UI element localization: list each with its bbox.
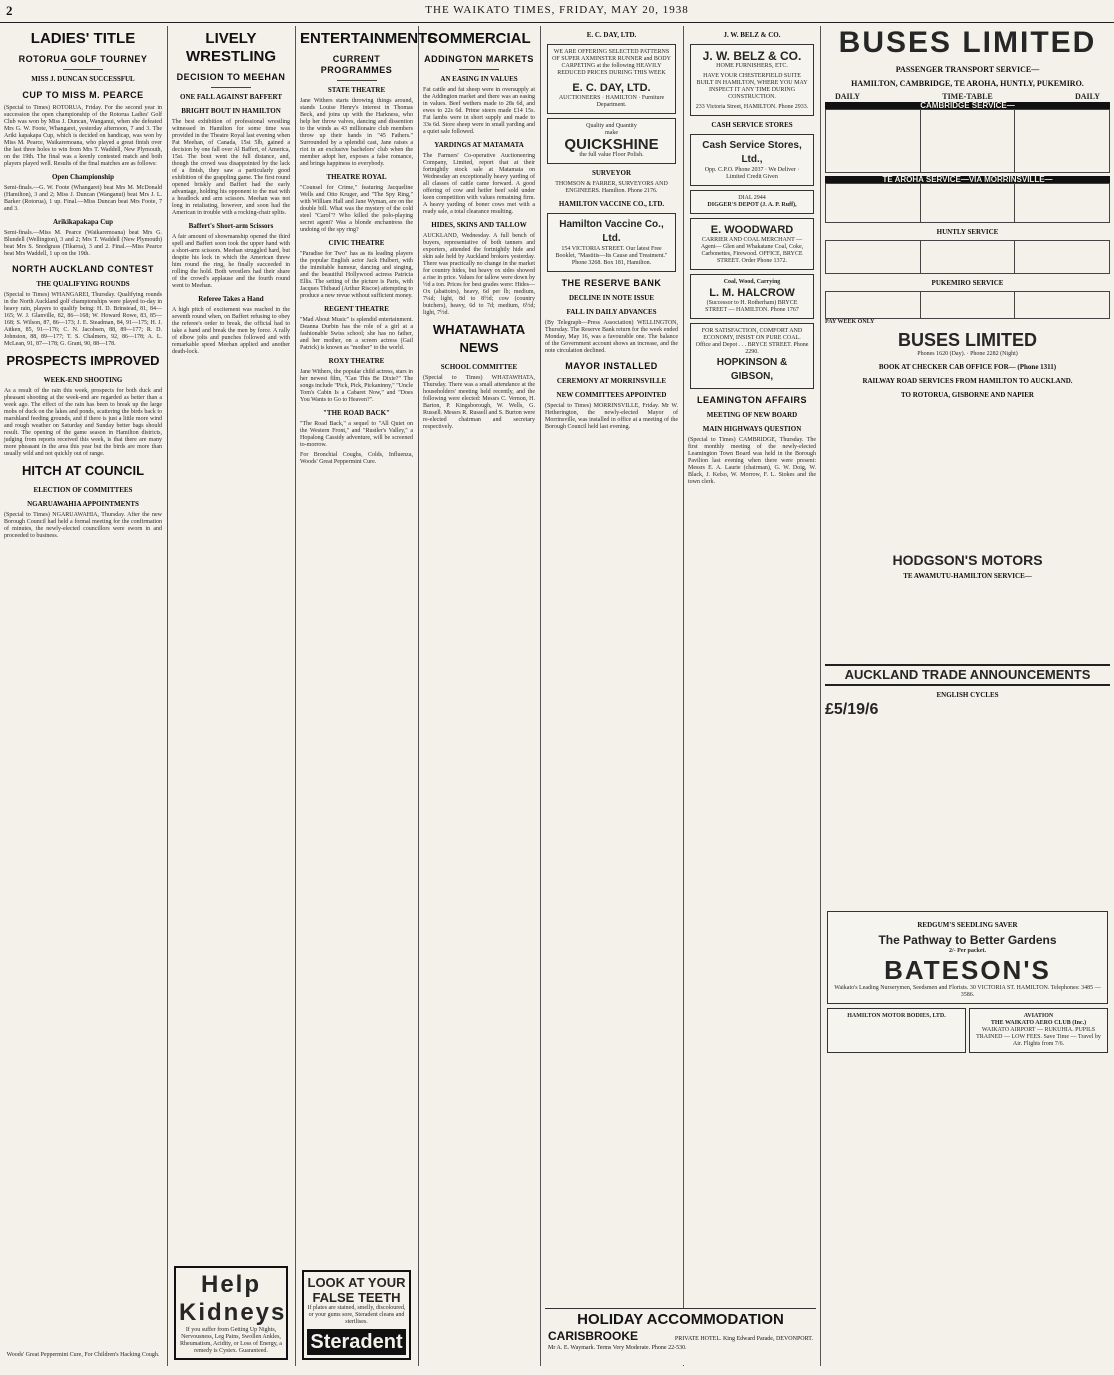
- column-commercial: COMMERCIAL ADDINGTON MARKETS AN EASING IN VALUES Fat cattle and fat sheep were in oversupply at the Addington market and there was an easing in values. Beef wethers made to 28s 6d, and ewes to 22s 6d. Prime steers made £14 15s. Fat lambs were in short supply and made to 33s 6d. Store sheep were in small yarding and a quiet sale followed. YARDINGS AT MATAMATA The Farmers' Co-operative Auctioneering Company, Limited, report that at their fortnightly stock sale at Matamata on Wednesday an exceptionally heavy yarding of all classes of cattle came forward. A good offering of cow and heifer beef sold under keen competition with values remaining firm. A heavy yarding of boner cows met with a ready sale, a total clearance resulting. HIDES, SKINS AND TALLOW AUCKLAND, Wednesday. A full bench of buyers, representative of both tanners and exporters, attended the fortnightly hide and skin sale held by Auckland brokers yesterday. There was practically no change in the market for country hides, but heavy ox sides showed a rise in price. Values for tallow were down by ½d a ton. Prices for best grades were: Hides—Ox (abattoirs), heavy, 6d per lb; medium, 7¼d; light, 8d to 8½d; cow (country butchers), heavy, 6d to 7d; medium, 6½d; light, 7½d. WHATAWHATA NEWS SCHOOL COMMITTEE (Special to Times) WHATAWHATA, Thursday. There was a small attendance at the householders' meeting held recently, and the following were elected: Messrs C. Vernon, H. Barton, P. Kingsborough, W. Wells, G. Russell. Messrs R. Russell and S. Burton were re-elected chairman and secretary respectively.: [423, 30, 535, 430]
- vaccine-ad: Hamilton Vaccine Co., Ltd. 154 VICTORIA STREET. Our latest Free Booklet, "Mastitis—Its Cause and Treatment." Phone 3268. Box 181, Hamilton.: [547, 213, 676, 272]
- steradent-ad: LOOK AT YOUR FALSE TEETH If plates are stained, smelly, discoloured, or your gums sore, Steradent cleans and sterilises. Steradent: [302, 1270, 411, 1360]
- column-entertainments: ENTERTAINMENTS CURRENT PROGRAMMES STATE THEATRE Jane Withers starts throwing things around, stands Louise Henry's interest in Thomas Beck, and joins up with the Harkness, who help her throw valves, dancing and dissention to the winds as 43 millionaire club members throw up their hands in "45 Fathers." Surrounded by a splendid cast, Jane raises a riot in an exclusive bachelors' club when the member adopt her, exposes a false romance, and brings happiness to everybody. THEATRE ROYAL "Counsel for Crime," featuring Jacqueline Wells and Otto Kruger, and "The Spy Ring," with William Hall and Jane Wyman, are on the double bill. What was the mystery of the cold steel "Carol"? Who killed the polo-playing secret agent? Was a blonde enchantress the undoing of the spy ring? CIVIC THEATRE "Paradise for Two" has as its leading players the popular English actor Jack Hulbert, with the inimitable humour, dancing and singing, and the beautiful Hollywood actress Patricia Ellis. The setting of the picture is Paris, with Jacques Thibaud (Arthur Riscoe) attempting to produce a new revue without sufficient money. REGENT THEATRE "Mad About Music" is splendid entertainment. Deanna Durbin has the role of a girl at a fashionable Swiss school; she has no father, and her mother, on a screen actress (Gail Patrick) is known as "mother" to the world. ROXY THEATRE Jane Withers, the popular child actress, stars in her newest film, "Can This Be Dixie?" The songs include "Pick, Pick, Pickaninny," "Uncle Tom's Cabin Is a Cabaret Now," and "Does You Wants to Go to Heaven?". "THE ROAD BACK" "The Road Back," a sequel to "All Quiet on the Western Front," and "Rustler's Valley," a Hopalong Cassidy adventure, will be screened to-morrow. For Bronchial Coughs, Colds, Influenza, Woods' Great Peppermint Cure. LOOK AT YOUR FALSE TEETH If plates are stained, smelly, discoloured, or your gums sore, Steradent cleans and sterilises. Steradent: [300, 26, 413, 1366]
- woodward-ad: E. WOODWARD CARRIER AND COAL MERCHANT —Agent— Glen and Whakatane Coal, Coke, Carbonettes, Firewood. OFFICE, BRYCE STREET. Order Phone 1372.: [690, 218, 814, 270]
- column-rule: [820, 26, 821, 1366]
- belz-ad: J. W. BELZ & CO. HOME FURNISHERS, ETC. HAVE YOUR CHESTERFIELD SUITE BUILT IN HAMILTON, WHERE YOU MAY INSPECT IT ANY TIME DURING CONSTRUCTION. 233 Victoria Street, HAMILTON. Phone 2933.: [690, 44, 814, 116]
- column-rule: [167, 26, 168, 1366]
- timetable-pukemiro: [825, 291, 1110, 319]
- auckland-classifieds: [825, 717, 1110, 907]
- subheadline: ADDINGTON MARKETS: [424, 54, 534, 64]
- timetable-huntly: [825, 240, 1110, 274]
- hopkinson-ad: FOR SATISFACTION, COMFORT AND ECONOMY, INSIST ON PURE COAL. Office and Depot . . . BRYCE STREET. Phone 2290. HOPKINSON & GIBSON,: [690, 323, 814, 389]
- halcrow-ad: Coal, Wood, Carrying L. M. HALCROW (Successor to H. Rotherham) BRYCE STREET — HAMILTON. Phone 1767: [690, 274, 814, 319]
- digger-depot-ad: DIAL 2944 DIGGER'S DEPOT (J. A. P. Ruff),: [690, 190, 814, 214]
- cash-stores-ad: Cash Service Stores, Ltd., Opp. C.P.O. Phone 2037 · We Deliver · Limited Credit Given: [690, 134, 814, 186]
- railway-road-services: [825, 403, 1110, 553]
- page-number: 2: [6, 3, 13, 18]
- peppermint-ad: Woods' Great Peppermint Cure, For Children's Hacking Cough.: [6, 1352, 160, 1358]
- redgum-ad: REDGUM'S SEEDLING SAVER The Pathway to Better Gardens 2/- Per packet. BATESON'S Waikato's Leading Nurserymen, Seedsmen and Florists. 30 VICTORIA ST. HAMILTON. Telephones: 3485 — 3586.: [827, 911, 1108, 1004]
- headline: ENTERTAINMENTS: [300, 30, 438, 47]
- newspaper-title: THE WAIKATO TIMES, FRIDAY, MAY 20, 1938: [425, 4, 689, 16]
- help-kidneys-ad: Help Kidneys If you suffer from Getting Up Nights, Nervousness, Leg Pains, Swollen Ankles, Rheumatism, Acidity, or Loss of Energy, a remedy is Cystex. Guaranteed.: [174, 1266, 288, 1360]
- column-rule: [295, 26, 296, 1366]
- motor-bodies-ad: HAMILTON MOTOR BODIES, LTD.: [827, 1008, 966, 1053]
- buses-title: BUSES LIMITED: [838, 26, 1097, 59]
- column-rule: [683, 26, 684, 1366]
- headline: LIVELY WRESTLING: [186, 30, 276, 65]
- column-buses: BUSES LIMITED PASSENGER TRANSPORT SERVICE— HAMILTON, CAMBRIDGE, TE AROHA, HUNTLY, PUKEMIRO. DAILY TIME-TABLE DAILY CAMBRIDGE SERVICE— TE AROHA SERVICE—VIA MORRINSVILLE— HUNTLY SERVICE PUKEMIRO SERVICE PAY WEEK ONLY BUSES LIMITED Phones 1620 (Day). · Phone 2282 (Night) BOOK AT CHECKER CAB OFFICE FOR— (Phone 1311) RAILWAY ROAD SERVICES FROM HAMILTON TO AUCKLAND. TO ROTORUA, GISBORNE AND NAPIER HODGSON'S MOTORS TE AWAMUTU-HAMILTON SERVICE— AUCKLAND TRADE ANNOUNCEMENTS ENGLISH CYCLES £5/19/6 REDGUM'S SEEDLING SAVER The Pathway to Better Gardens 2/- Per packet. BATESON'S Waikato's Leading Nurserymen, Seedsmen and Florists. 30 VICTORIA ST. HAMILTON. Telephones: 3485 — 3586. HAMILTON MOTOR BODIES, LTD. AVIATION THE WAIKATO AERO CLUB (Inc.) WAIKATO AIRPORT — RUKUHIA. PUPILS TRAINED — LOW FEES. Save Time — Travel by Air. Flights from 7/6.: [825, 26, 1110, 1366]
- column-rule: [540, 26, 541, 1366]
- article-section: MISS J. DUNCAN SUCCESSFUL CUP TO MISS M. PEARCE (Special to Times) ROTORUA, Friday. For the second year in succession the open championship of the Rotorua Ladies' Golf Club was won by Miss J. Duncan, Wanganui, when she defeated Mrs G. W. Foote, Whangarei, yesterday afternoon, 7 and 3. The Ariki kapakapa Cup, which is decided on handicap, was won by Miss M. Pearce, Waikaremoana, who played a great finish over the last three holes to win from Mrs T. Waddell, New Plymouth, on the 19th. The final was a keenly contested match and both players played well. Results of the final matches are as follows: Open Championship Semi-finals.—G. W. Foote (Whangarei) beat Mrs M. McDonald (Hamilton), 3 and 2; Miss J. Duncan (Wanganui) beat Mrs J. L. Barker (Rotorua), 1 up. Final.—Miss Duncan beat Mrs Foote, 7 and 3. Arikikapakapa Cup Semi-finals.—Miss M. Pearce (Waikaremoana) beat Mrs G. Blundell (Wellington), 3 and 2; Mrs T. Waddell (New Plymouth) beat Mrs S. Snodgrass (Tikaroa), 3 and 2. Final.—Miss Pearce beat Mrs Waddell, 1 up on the 19th. NORTH AUCKLAND CONTEST THE QUALIFYING ROUNDS (Special to Times) WHANGAREI, Thursday. Qualifying rounds in the North Auckland golf championships were played to-day in heavy rain, players to qualify being: H. D. Brinstead, 81, 84—165; W. J. Glanville, 82, 86—168; W. Howard Rowe, 83, 85—168; S. Wilson, 87, 86—173; J. E. Steadman, 84, 91—175; H. J. Aitken, 85, 91—176; C. N. Jacobsen, 88, 89—177; R. D. Johnston, 88, 89—177; T. S. Chalmers, 92, 86—178; A. L. McLean, 91, 87—178; G. Grant, 90, 88—178. PROSPECTS IMPROVED WEEK-END SHOOTING As a result of the rain this week, prospects for both duck and pheasant shooting at the week-end are regarded as better than a week ago. The effect of the rain has been to break up the large mobs of duck on the lakes and ponds, scattering the birds back to marshland feeding grounds, and if there is just a little more wind and rough weather on Saturday and Sunday better bags should result. The opening of the game season in Hamilton districts, judging from reports received this week, is that there are many more pheasant in the area this year but the birds are more than usually wild and not quickly out of range. HITCH AT COUNCIL ELECTION OF COMMITTEES NGARUAWAHIA APPOINTMENTS (Special to Times) NGARUAWAHIA, Thursday. After the new Borough Council had held a formal meeting for the confirmation of minutes, the newly-elected councillors were sworn in and proceeded to business.: [4, 75, 162, 539]
- timetable-cambridge: [825, 109, 1110, 173]
- masthead: [0, 0, 1114, 23]
- subheadline: DECISION TO MEEHAN: [176, 72, 286, 82]
- hodgson-timetable: [825, 584, 1110, 664]
- column-ads-a: E. C. DAY, LTD. WE ARE OFFERING SELECTED PATTERNS OF SUPER AXMINSTER RUNNER and BODY CARPETING at the following HEAVILY REDUCED PRICES DURING THIS WEEK E. C. DAY, LTD. AUCTIONEERS · HAMILTON · Furniture Department. Quality and Quantity make QUICKSHINE the full value Floor Polish. SURVEYOR THOMSON & FARRER, SURVEYORS AND ENGINEERS. Hamilton. Phone 2176. HAMILTON VACCINE CO., LTD. Hamilton Vaccine Co., Ltd. 154 VICTORIA STREET. Our latest Free Booklet, "Mastitis—Its Cause and Treatment." Phone 3268. Box 181, Hamilton. THE RESERVE BANK DECLINE IN NOTE ISSUE FALL IN DAILY ADVANCES (By Telegraph—Press Association) WELLINGTON, Thursday. The Reserve Bank return for the week ended Monday, May 16, was a favourable one. The balance of the Government account shows an increase, and the note circulation declined. MAYOR INSTALLED CEREMONY AT MORRINSVILLE NEW COMMITTEES APPOINTED (Special to Times) MORRINSVILLE, Friday. Mr W. Hetherington, the newly-elected Mayor of Morrinsville, was installed in office at a meeting of the Borough Council held last evening.: [545, 31, 678, 430]
- column-rule: [418, 26, 419, 1366]
- aero-club-ad: AVIATION THE WAIKATO AERO CLUB (Inc.) WAIKATO AIRPORT — RUKUHIA. PUPILS TRAINED — LOW FEES. Save Time — Travel by Air. Flights from 7/6.: [969, 1008, 1108, 1053]
- column-sport: [4, 26, 162, 1366]
- headline: LADIES' TITLE: [30, 30, 136, 47]
- subheadline: CURRENT PROGRAMMES: [320, 54, 393, 75]
- subheadline: ROTORUA GOLF TOURNEY: [18, 54, 148, 64]
- carpet-ad: WE ARE OFFERING SELECTED PATTERNS OF SUPER AXMINSTER RUNNER and BODY CARPETING at the following HEAVILY REDUCED PRICES DURING THIS WEEK E. C. DAY, LTD. AUCTIONEERS · HAMILTON · Furniture Department.: [547, 44, 676, 114]
- column-wrestling: LIVELY WRESTLING DECISION TO MEEHAN ONE FALL AGAINST BAFFERT BRIGHT BOUT IN HAMILTON The best exhibition of professional wrestling witnessed in Hamilton for some time was provided in the Theatre Royal last evening when Pat Meehan, of Canada, 15st 5lb, gained a decision by one fall over Al Baffert, of America, 15st. The bout went the full distance, and, though the crowd was disappointed by the lack of a finish, they saw a particularly good exhibition of the grappling game. The first round opened briskly and Baffert had the early advantage, holding his opponent to the mat with a headlock and arm scissors. Meehan was not long in retaliating, however, and soon had the American in trouble with a rocking-chair splits. Baffert's Short-arm Scissors A fair amount of showmanship opened the third spell and Baffert soon took the upper hand with a short-arm scissors. Meehan struggled hard, but despite his lock in which the American threw him round the ring, he finally succeeded in rolling the hold. Both wrestlers had their share of the crowd's applause and the fourth round went to Meehan. Referee Takes a Hand A high pitch of excitement was reached in the seventh round when, on Baffert refusing to obey the referee's order to break, the official had to take a hand and break the men by force. A rally of elbow jolts and punches followed and with remarkable speed Meehan applied and another death-lock. Help Kidneys If you suffer from Getting Up Nights, Nervousness, Leg Pains, Swollen Ankles, Rheumatism, Acidity, or Loss of Energy, a remedy is Cystex. Guaranteed.: [172, 26, 290, 1366]
- column-ads-b: J. W. BELZ & CO. J. W. BELZ & CO. HOME FURNISHERS, ETC. HAVE YOUR CHESTERFIELD SUITE BUILT IN HAMILTON, WHERE YOU MAY INSPECT IT ANY TIME DURING CONSTRUCTION. 233 Victoria Street, HAMILTON. Phone 2933. CASH SERVICE STORES Cash Service Stores, Ltd., Opp. C.P.O. Phone 2037 · We Deliver · Limited Credit Given DIAL 2944 DIGGER'S DEPOT (J. A. P. Ruff), E. WOODWARD CARRIER AND COAL MERCHANT —Agent— Glen and Whakatane Coal, Coke, Carbonettes, Firewood. OFFICE, BRYCE STREET. Order Phone 1372. Coal, Wood, Carrying L. M. HALCROW (Successor to H. Rotherham) BRYCE STREET — HAMILTON. Phone 1767 FOR SATISFACTION, COMFORT AND ECONOMY, INSIST ON PURE COAL. Office and Depot . . . BRYCE STREET. Phone 2290. HOPKINSON & GIBSON, LEAMINGTON AFFAIRS MEETING OF NEW BOARD MAIN HIGHWAYS QUESTION (Special to Times) CAMBRIDGE, Thursday. The first monthly meeting of the newly-elected Leamington Town Board was held in the Borough Pavilion last evening when there were present: Messrs E. A. Laurie (chairman), G. W. Doig, W. Black, J. Kelso, W. Morrow, F. L. Stokes and the town clerk.: [688, 31, 816, 485]
- timetable-te-aroha: [825, 183, 1110, 223]
- headline: COMMERCIAL: [427, 30, 531, 47]
- holiday-ad: HOLIDAY ACCOMMODATION CARISBROOKE PRIVATE HOTEL. King Edward Parade, DEVONPORT. Mr A. E. Waymark. Terms Very Moderate. Phone 22-530.: [545, 1308, 816, 1365]
- quickshine-ad: Quality and Quantity make QUICKSHINE the full value Floor Polish.: [547, 118, 676, 164]
